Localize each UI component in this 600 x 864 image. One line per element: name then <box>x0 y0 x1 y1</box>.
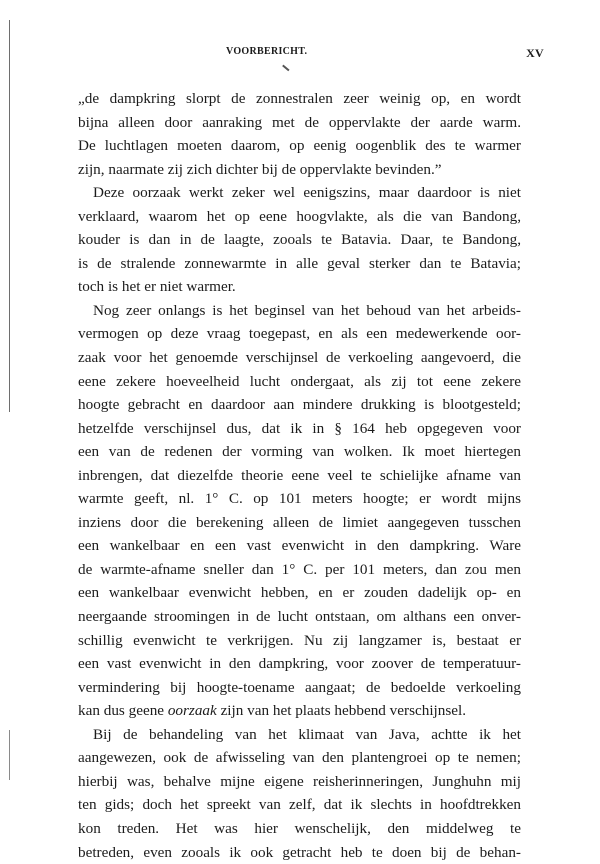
text-line: hierbij was, behalve mijne eigene reisherinneringen, Junghuhn mij <box>78 770 521 794</box>
text-line: vermogen op deze vraag toegepast, en als een medewerkende oor- <box>78 322 521 346</box>
text-line: een wankelbaar en een vast evenwicht in den dampkring. Ware <box>78 534 521 558</box>
text-line <box>78 699 521 723</box>
text-line: schillig evenwicht te verkrijgen. Nu zij langzamer is, bestaat er <box>78 629 521 653</box>
text-line: zijn, naarmate zij zich dichter bij de oppervlakte bevinden.” <box>78 158 521 182</box>
text-line: is de stralende zonnewarmte in alle geval sterker dan te Batavia; <box>78 252 521 276</box>
text-line: eene zekere hoeveelheid lucht ondergaat, als zij tot eene zekere <box>78 370 521 394</box>
text-line: een van de redenen der vorming van wolken. Ik moet hiertegen <box>78 440 521 464</box>
text-fragment: kan dus geene <box>78 702 168 719</box>
scan-mark <box>282 65 289 71</box>
text-line: Deze oorzaak werkt zeker wel eenigszins, maar daardoor is niet <box>78 181 521 205</box>
scan-edge-line <box>9 730 10 780</box>
page-header <box>226 46 544 62</box>
text-line: aangewezen, ook de afwisseling van den plantengroei op te nemen; <box>78 746 521 770</box>
text-line: ten gids; doch het spreekt van zelf, dat ik slechts in hoofdtrekken <box>78 793 521 817</box>
text-line: neergaande stroomingen in de lucht ontstaan, om althans een onver- <box>78 605 521 629</box>
text-line: de warmte-afname sneller dan 1° C. per 101 meters, dan zou men <box>78 558 521 582</box>
text-line: bijna alleen door aanraking met de oppervlakte der aarde warm. <box>78 111 521 135</box>
text-line: Nog zeer onlangs is het beginsel van het behoud van het arbeids- <box>78 299 521 323</box>
text-line: verklaard, waarom het op eene hoogvlakte, als die van Bandong, <box>78 205 521 229</box>
text-line: toch is het er niet warmer. <box>78 275 521 299</box>
text-line: warmte geeft, nl. 1° C. op 101 meters hoogte; er wordt mijns <box>78 487 521 511</box>
text-line: inziens door die berekening alleen de limiet aangegeven tusschen <box>78 511 521 535</box>
body-text <box>78 87 521 864</box>
text-line: een wankelbaar evenwicht hebben, en er zouden dadelijk op- en <box>78 581 521 605</box>
running-head: VOORBERICHT. <box>226 46 307 57</box>
text-line: vermindering bij hoogte-toename aangaat; de bedoelde verkoeling <box>78 676 521 700</box>
text-line: De luchtlagen moeten daarom, op eenig oogenblik des te warmer <box>78 134 521 158</box>
text-line: zaak voor het genoemde verschijnsel de verkoeling aangevoerd, die <box>78 346 521 370</box>
text-line: een vast evenwicht in den dampkring, voor zoover de temperatuur- <box>78 652 521 676</box>
emphasis-text: oorzaak <box>168 702 217 719</box>
text-line: kouder is dan in de laagte, zooals te Batavia. Daar, te Bandong, <box>78 228 521 252</box>
text-line: inbrengen, dat diezelfde theorie eene veel te schielijke afname van <box>78 464 521 488</box>
text-line: kon treden. Het was hier wenschelijk, den middelweg te <box>78 817 521 841</box>
page-number: XV <box>526 46 544 61</box>
scan-edge-line <box>9 20 10 412</box>
text-fragment: zijn van het plaats hebbend verschijnsel. <box>217 702 466 719</box>
text-line: hetzelfde verschijnsel dus, dat ik in § 164 heb opgegeven voor <box>78 417 521 441</box>
text-line: betreden, even zooals ik ook getracht heb te doen bij de behan- <box>78 841 521 864</box>
text-line: „de dampkring slorpt de zonnestralen zeer weinig op, en wordt <box>78 87 521 111</box>
text-line: hoogte gebracht en daardoor aan mindere drukking is blootgesteld; <box>78 393 521 417</box>
text-line: Bij de behandeling van het klimaat van Java, achtte ik het <box>78 723 521 747</box>
